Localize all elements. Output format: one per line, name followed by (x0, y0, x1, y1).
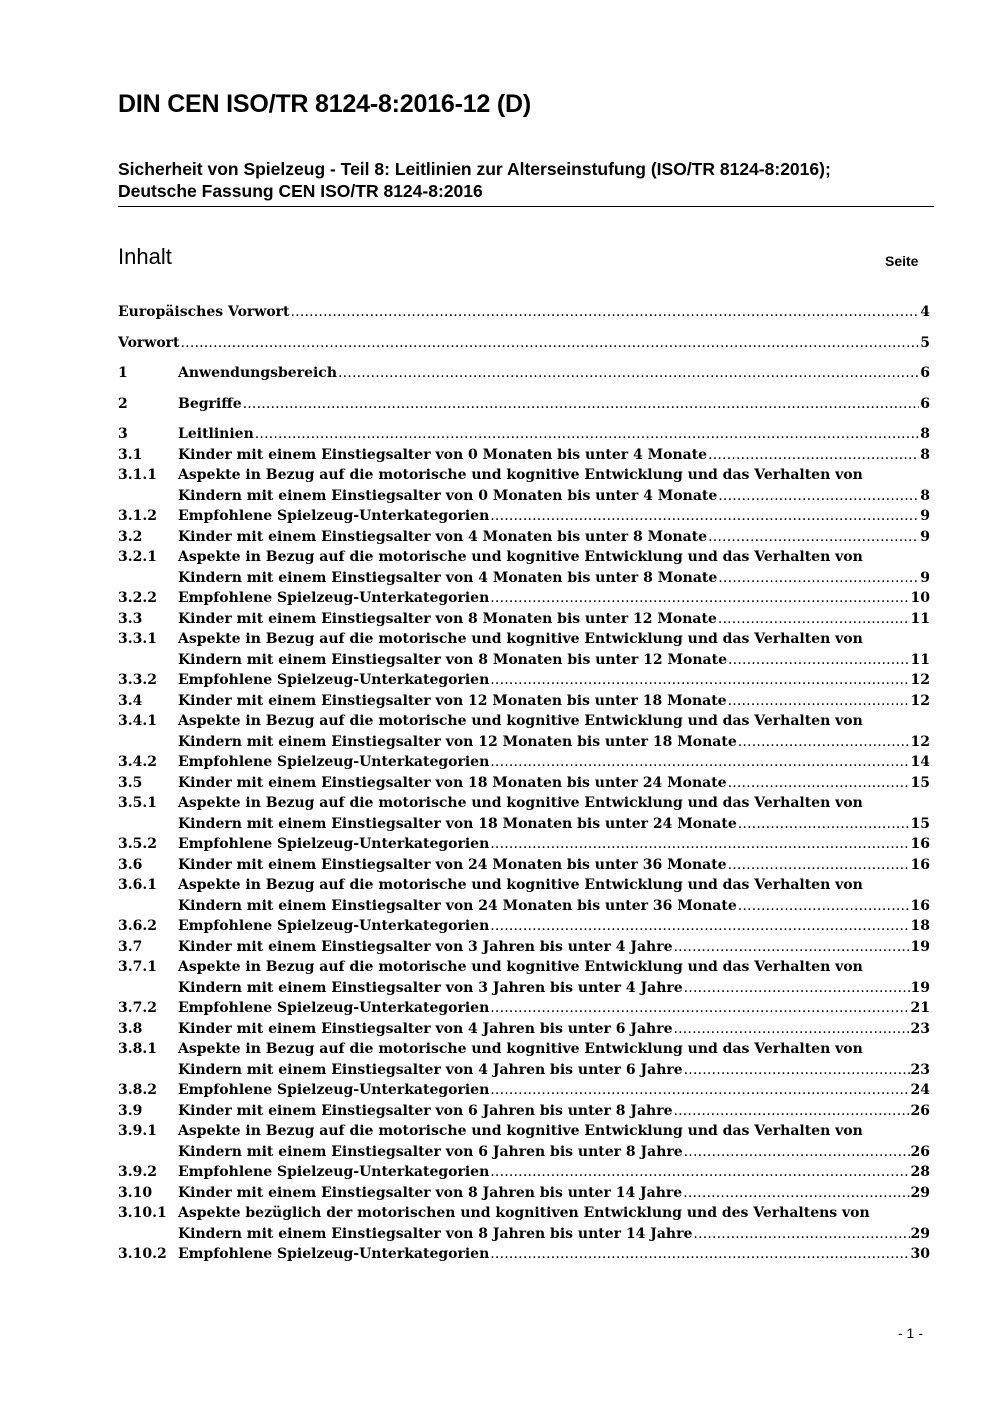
toc-entry-page: 23 (910, 1061, 930, 1078)
toc-entry[interactable] (118, 363, 930, 384)
toc-entry[interactable] (118, 333, 930, 354)
toc-entry-title: Empfohlene Spielzeug-Unterkategorien (178, 754, 490, 770)
toc-entry-number: 3.1.2 (118, 508, 157, 524)
toc-entry-title: Anwendungsbereich (178, 365, 337, 381)
toc-entry[interactable] (118, 670, 930, 691)
toc-entry-title: Aspekte in Bezug auf die motorische und kognitive Entwicklung und das Verhalten von (178, 959, 863, 975)
dot-leader (490, 588, 909, 608)
toc-entry-title: Aspekte bezüglich der motorischen und kognitiven Entwicklung und des Verhaltens von (178, 1205, 870, 1221)
dot-leader (673, 937, 909, 957)
dot-leader (490, 834, 909, 854)
dot-leader (243, 394, 920, 414)
toc-entry-title: Aspekte in Bezug auf die motorische und kognitive Entwicklung und das Verhalten von (178, 467, 863, 483)
toc-entry-page: 16 (910, 856, 930, 873)
toc-entry-number: 3.5.2 (118, 836, 157, 852)
toc-entry-number: 3.9.1 (118, 1123, 157, 1139)
dot-leader (728, 855, 910, 875)
toc-entry-page: 21 (910, 1000, 930, 1016)
dot-leader (693, 1224, 909, 1244)
toc-entry-title: Kindern mit einem Einstiegsalter von 6 Jahren bis unter 8 Jahre (178, 1143, 683, 1160)
toc-entry-page: 29 (910, 1225, 930, 1242)
dot-leader (738, 896, 910, 916)
toc-entry-title: Kindern mit einem Einstiegsalter von 8 Monaten bis unter 12 Monate (178, 651, 728, 668)
toc-entry-number: 3.5.1 (118, 795, 157, 811)
toc-entry-page: 4 (920, 304, 930, 320)
toc-entry-page: 16 (910, 836, 930, 852)
toc-entry[interactable] (118, 711, 930, 752)
toc-entry[interactable] (118, 1039, 930, 1080)
toc-entry[interactable] (118, 793, 930, 834)
toc-entry-title: Empfohlene Spielzeug-Unterkategorien (178, 1000, 490, 1016)
toc-entry-title: Aspekte in Bezug auf die motorische und kognitive Entwicklung und das Verhalten von (178, 1123, 863, 1139)
toc-heading: Inhalt (118, 244, 172, 269)
toc-entry-page: 19 (910, 938, 930, 955)
toc-entry-number: 3.5 (118, 774, 143, 791)
toc-entry[interactable] (118, 773, 930, 794)
dot-leader (728, 650, 910, 670)
toc-entry-page: 11 (910, 651, 930, 668)
dot-leader (708, 445, 919, 465)
header-rule (118, 206, 934, 207)
toc-entry-number: 3.8 (118, 1020, 143, 1037)
toc-entry-title: Europäisches Vorwort (118, 304, 290, 320)
dot-leader (181, 333, 920, 353)
toc-entry-number: 3.2.1 (118, 549, 157, 565)
toc-entry-title: Kindern mit einem Einstiegsalter von 12 Monaten bis unter 18 Monate (178, 733, 737, 750)
dot-leader (490, 1080, 909, 1100)
toc-entry[interactable] (118, 547, 930, 588)
toc-entry[interactable] (118, 1101, 930, 1122)
toc-entry-title: Kinder mit einem Einstiegsalter von 18 Monaten bis unter 24 Monate (178, 774, 727, 791)
toc-entry-title: Aspekte in Bezug auf die motorische und kognitive Entwicklung und das Verhalten von (178, 549, 863, 565)
dot-leader (738, 732, 910, 752)
toc-entry-page: 23 (910, 1020, 930, 1037)
dot-leader (738, 814, 910, 834)
toc-entry[interactable] (118, 424, 930, 445)
dot-leader (291, 302, 920, 322)
toc-entry-page: 9 (920, 508, 930, 524)
toc-entry-title: Begriffe (178, 395, 242, 412)
toc-entry-page: 26 (910, 1102, 930, 1119)
toc-entry-title: Kindern mit einem Einstiegsalter von 3 Jahren bis unter 4 Jahre (178, 979, 683, 996)
toc-entry[interactable] (118, 752, 930, 773)
toc-entry-title: Kinder mit einem Einstiegsalter von 6 Jahren bis unter 8 Jahre (178, 1102, 673, 1119)
toc-entry-number: 3.2.2 (118, 590, 157, 606)
toc-entry-title: Kinder mit einem Einstiegsalter von 8 Monaten bis unter 12 Monate (178, 610, 717, 627)
dot-leader (490, 998, 909, 1018)
toc-entry-title: Kindern mit einem Einstiegsalter von 4 Jahren bis unter 6 Jahre (178, 1061, 683, 1078)
toc-entry-title: Aspekte in Bezug auf die motorische und kognitive Entwicklung und das Verhalten von (178, 795, 863, 811)
toc-entry-number: 3 (118, 426, 128, 442)
toc-entry-title: Empfohlene Spielzeug-Unterkategorien (178, 918, 490, 934)
toc-entry[interactable] (118, 506, 930, 527)
toc-entry-title: Kinder mit einem Einstiegsalter von 12 Monaten bis unter 18 Monate (178, 692, 727, 709)
toc-entry[interactable] (118, 1080, 930, 1101)
toc-entry-page: 6 (920, 365, 930, 381)
toc-entry[interactable] (118, 1244, 930, 1265)
toc-entry-title: Empfohlene Spielzeug-Unterkategorien (178, 508, 490, 524)
toc-entry-title: Kindern mit einem Einstiegsalter von 18 Monaten bis unter 24 Monate (178, 815, 737, 832)
toc-entry[interactable] (118, 588, 930, 609)
toc-entry-title: Kinder mit einem Einstiegsalter von 4 Monaten bis unter 8 Monate (178, 528, 708, 545)
table-of-contents (118, 302, 930, 1265)
toc-entry-page: 5 (920, 334, 930, 351)
toc-entry[interactable] (118, 302, 930, 323)
dot-leader (490, 1244, 909, 1264)
toc-entry-number: 3.2 (118, 528, 143, 545)
toc-entry-number: 1 (118, 365, 128, 381)
toc-entry-page: 12 (910, 733, 930, 750)
document-title: DIN CEN ISO/TR 8124-8:2016-12 (D) (118, 90, 531, 118)
toc-entry-number: 3.3.1 (118, 631, 157, 647)
toc-entry-page: 26 (910, 1143, 930, 1160)
toc-entry-number: 3.9 (118, 1102, 143, 1119)
toc-entry-title: Empfohlene Spielzeug-Unterkategorien (178, 590, 490, 606)
dot-leader (490, 670, 909, 690)
toc-entry[interactable] (118, 1019, 930, 1040)
toc-entry-title: Leitlinien (178, 426, 254, 442)
toc-entry-page: 6 (920, 395, 930, 412)
toc-entry[interactable] (118, 1183, 930, 1204)
dot-leader (255, 424, 919, 444)
toc-entry[interactable] (118, 998, 930, 1019)
toc-entry-page: 8 (920, 487, 930, 504)
toc-entry-number: 3.7.2 (118, 1000, 157, 1016)
toc-entry-title: Empfohlene Spielzeug-Unterkategorien (178, 836, 490, 852)
toc-entry-title: Aspekte in Bezug auf die motorische und kognitive Entwicklung und das Verhalten von (178, 713, 863, 729)
toc-entry-page: 10 (910, 590, 930, 606)
page-number: - 1 - (898, 1325, 923, 1341)
toc-entry[interactable] (118, 1121, 930, 1162)
toc-entry-number: 3.10.1 (118, 1205, 167, 1221)
toc-entry-number: 3.9.2 (118, 1164, 157, 1180)
toc-entry-title: Empfohlene Spielzeug-Unterkategorien (178, 1082, 490, 1098)
toc-entry-page: 28 (910, 1164, 930, 1180)
toc-entry-title: Kinder mit einem Einstiegsalter von 0 Monaten bis unter 4 Monate (178, 446, 708, 463)
toc-entry-title: Kindern mit einem Einstiegsalter von 8 Jahren bis unter 14 Jahre (178, 1225, 693, 1242)
document-subtitle: Sicherheit von Spielzeug - Teil 8: Leitlinien zur Alterseinstufung (ISO/TR 8124-8:2016); Deutsche Fassung CEN ISO/TR 8124-8:2016 (118, 159, 831, 201)
toc-entry-number: 3.1 (118, 446, 143, 463)
toc-entry-page: 15 (910, 815, 930, 832)
dot-leader (718, 609, 910, 629)
dot-leader (718, 486, 919, 506)
toc-entry-title: Kindern mit einem Einstiegsalter von 0 Monaten bis unter 4 Monate (178, 487, 718, 504)
toc-entry[interactable] (118, 527, 930, 548)
toc-entry-page: 18 (910, 918, 930, 934)
toc-entry-page: 14 (910, 754, 930, 770)
toc-entry-title: Kinder mit einem Einstiegsalter von 24 Monaten bis unter 36 Monate (178, 856, 727, 873)
dot-leader (728, 773, 910, 793)
toc-entry-page: 12 (910, 672, 930, 688)
toc-entry-title: Aspekte in Bezug auf die motorische und kognitive Entwicklung und das Verhalten von (178, 1041, 863, 1057)
toc-entry-number: 3.3.2 (118, 672, 157, 688)
toc-entry-page: 19 (910, 979, 930, 996)
toc-entry[interactable] (118, 445, 930, 466)
toc-entry-page: 29 (910, 1184, 930, 1201)
dot-leader (683, 1183, 909, 1203)
toc-entry-number: 3.1.1 (118, 467, 157, 483)
toc-entry-title: Empfohlene Spielzeug-Unterkategorien (178, 1164, 490, 1180)
dot-leader (490, 916, 909, 936)
dot-leader (708, 527, 919, 547)
toc-entry-title: Kinder mit einem Einstiegsalter von 3 Jahren bis unter 4 Jahre (178, 938, 673, 955)
toc-entry-title: Empfohlene Spielzeug-Unterkategorien (178, 672, 490, 688)
page-column-label: Seite (885, 253, 919, 269)
toc-entry-title: Empfohlene Spielzeug-Unterkategorien (178, 1246, 490, 1262)
toc-entry-number: 3.7 (118, 938, 143, 955)
toc-entry-number: 3.4.2 (118, 754, 157, 770)
toc-entry-page: 9 (920, 569, 930, 586)
toc-entry-number: 3.4 (118, 692, 143, 709)
toc-entry-number: 3.10.2 (118, 1246, 167, 1262)
toc-entry-title: Vorwort (118, 334, 180, 351)
dot-leader (490, 506, 919, 526)
toc-entry-number: 3.7.1 (118, 959, 157, 975)
toc-entry[interactable] (118, 875, 930, 916)
toc-entry[interactable] (118, 394, 930, 415)
toc-entry[interactable] (118, 834, 930, 855)
toc-entry-page: 9 (920, 528, 930, 545)
toc-entry-page: 12 (910, 692, 930, 709)
toc-entry-number: 3.10 (118, 1184, 153, 1201)
toc-entry-page: 8 (920, 426, 930, 442)
toc-entry[interactable] (118, 609, 930, 630)
toc-entry-number: 3.4.1 (118, 713, 157, 729)
toc-entry-page: 8 (920, 446, 930, 463)
toc-entry-number: 3.6.1 (118, 877, 157, 893)
dot-leader (490, 1162, 909, 1182)
toc-entry[interactable] (118, 916, 930, 937)
toc-entry-number: 2 (118, 395, 128, 412)
dot-leader (338, 363, 919, 383)
toc-entry-title: Kindern mit einem Einstiegsalter von 4 Monaten bis unter 8 Monate (178, 569, 718, 586)
dot-leader (684, 978, 910, 998)
toc-entry[interactable] (118, 957, 930, 998)
dot-leader (673, 1101, 909, 1121)
toc-entry-number: 3.8.1 (118, 1041, 157, 1057)
toc-entry[interactable] (118, 629, 930, 670)
toc-entry-title: Aspekte in Bezug auf die motorische und kognitive Entwicklung und das Verhalten von (178, 877, 863, 893)
toc-entry-page: 15 (910, 774, 930, 791)
dot-leader (684, 1060, 910, 1080)
toc-entry-title: Kinder mit einem Einstiegsalter von 4 Jahren bis unter 6 Jahre (178, 1020, 673, 1037)
toc-entry[interactable] (118, 1162, 930, 1183)
toc-entry-number: 3.6.2 (118, 918, 157, 934)
toc-entry[interactable] (118, 855, 930, 876)
toc-entry-number: 3.6 (118, 856, 143, 873)
dot-leader (490, 752, 909, 772)
dot-leader (673, 1019, 909, 1039)
toc-entry[interactable] (118, 465, 930, 506)
toc-entry-number: 3.8.2 (118, 1082, 157, 1098)
toc-entry-number: 3.3 (118, 610, 143, 627)
toc-entry[interactable] (118, 1203, 930, 1244)
toc-entry[interactable] (118, 937, 930, 958)
toc-entry-page: 30 (910, 1246, 930, 1262)
dot-leader (728, 691, 910, 711)
toc-entry[interactable] (118, 691, 930, 712)
toc-entry-page: 24 (910, 1082, 930, 1098)
toc-entry-title: Kindern mit einem Einstiegsalter von 24 Monaten bis unter 36 Monate (178, 897, 737, 914)
toc-entry-page: 16 (910, 897, 930, 914)
dot-leader (718, 568, 919, 588)
dot-leader (684, 1142, 910, 1162)
toc-entry-title: Kinder mit einem Einstiegsalter von 8 Jahren bis unter 14 Jahre (178, 1184, 683, 1201)
toc-entry-title: Aspekte in Bezug auf die motorische und kognitive Entwicklung und das Verhalten von (178, 631, 863, 647)
toc-entry-page: 11 (910, 610, 930, 627)
